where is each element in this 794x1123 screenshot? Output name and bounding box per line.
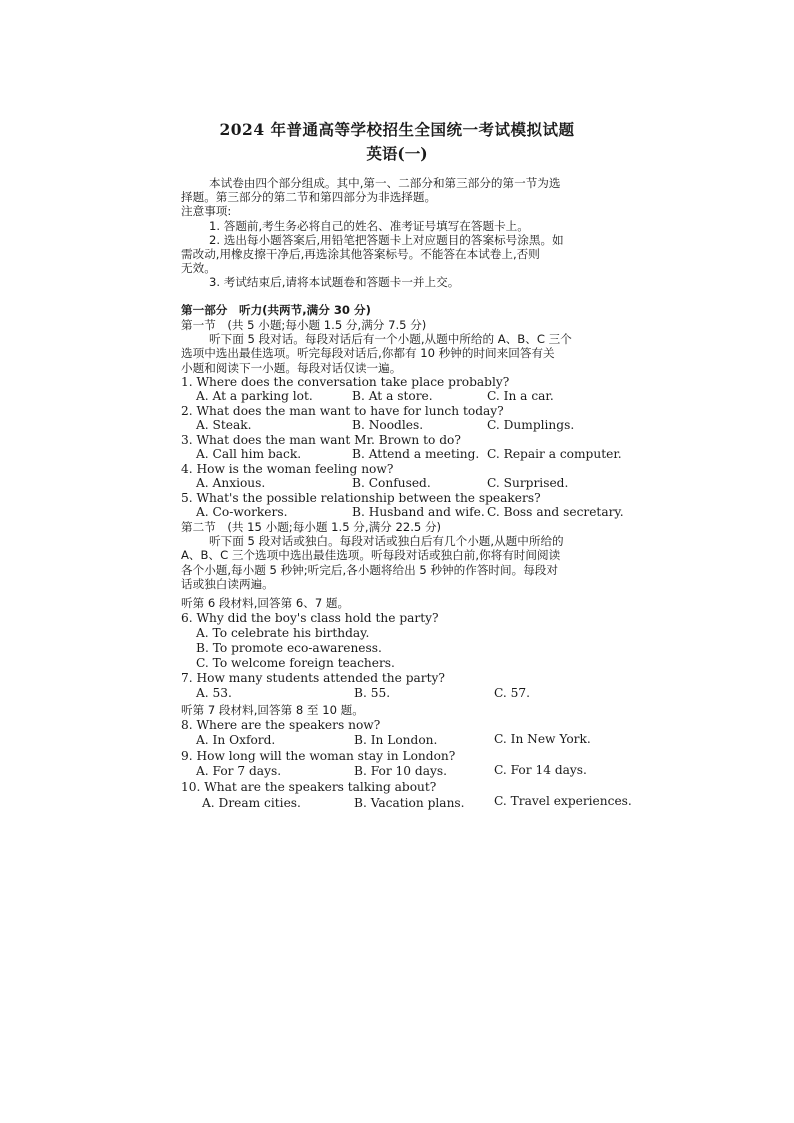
question-8-option-a: A. In Oxford. bbox=[196, 733, 276, 747]
note-2-line-3: 无效。 bbox=[181, 261, 216, 275]
question-2-option-a: A. Steak. bbox=[196, 418, 252, 432]
question-6-option-b: B. To promote eco-awareness. bbox=[196, 641, 382, 655]
question-4-stem: 4. How is the woman feeling now? bbox=[181, 462, 394, 476]
section1-directions-1: 听下面 5 段对话。每段对话后有一个小题,从题中所给的 A、B、C 三个 bbox=[209, 332, 572, 346]
question-7-option-c: C. 57. bbox=[494, 686, 531, 700]
question-7-stem: 7. How many students attended the party? bbox=[181, 671, 445, 685]
question-2-option-c: C. Dumplings. bbox=[487, 418, 575, 432]
material-6-instruction: 听第 6 段材料,回答第 6、7 题。 bbox=[181, 596, 350, 610]
part1-heading: 第一部分 听力(共两节,满分 30 分) bbox=[181, 303, 371, 317]
question-1-stem: 1. Where does the conversation take place probably? bbox=[181, 375, 510, 389]
section2-directions-3: 各个小题,每小题 5 秒钟;听完后,各小题将给出 5 秒钟的作答时间。每段对 bbox=[181, 563, 558, 577]
section1-directions-3: 小题和阅读下一小题。每段对话仅读一遍。 bbox=[181, 361, 402, 375]
question-8-option-c: C. In New York. bbox=[494, 732, 591, 746]
intro-line-2: 择题。第三部分的第二节和第四部分为非选择题。 bbox=[181, 190, 437, 204]
note-2-line-2: 需改动,用橡皮擦干净后,再选涂其他答案标号。不能答在本试卷上,否则 bbox=[181, 247, 540, 261]
question-3-option-a: A. Call him back. bbox=[196, 447, 302, 461]
question-7-option-b: B. 55. bbox=[354, 686, 391, 700]
question-10-option-a: A. Dream cities. bbox=[202, 796, 301, 810]
section1-directions-2: 选项中选出最佳选项。听完每段对话后,你都有 10 秒钟的时间来回答有关 bbox=[181, 346, 555, 360]
exam-subtitle: 英语(一) bbox=[366, 144, 428, 163]
question-6-option-c: C. To welcome foreign teachers. bbox=[196, 656, 395, 670]
section2-directions-1: 听下面 5 段对话或独白。每段对话或独白后有几个小题,从题中所给的 bbox=[209, 534, 564, 548]
question-1-option-b: B. At a store. bbox=[352, 389, 433, 403]
question-5-option-b: B. Husband and wife. bbox=[352, 505, 485, 519]
question-10-option-b: B. Vacation plans. bbox=[354, 796, 465, 810]
question-9-option-c: C. For 14 days. bbox=[494, 763, 587, 777]
question-7-option-a: A. 53. bbox=[196, 686, 232, 700]
question-3-option-c: C. Repair a computer. bbox=[487, 447, 622, 461]
question-8-stem: 8. Where are the speakers now? bbox=[181, 718, 381, 732]
note-2-line-1: 2. 选出每小题答案后,用铅笔把答题卡上对应题目的答案标号涂黑。如 bbox=[209, 233, 564, 247]
section2-heading: 第二节 (共 15 小题;每小题 1.5 分,满分 22.5 分) bbox=[181, 520, 442, 534]
question-3-stem: 3. What does the man want Mr. Brown to do? bbox=[181, 433, 461, 447]
note-3: 3. 考试结束后,请将本试题卷和答题卡一并上交。 bbox=[209, 275, 460, 289]
question-3-option-b: B. Attend a meeting. bbox=[352, 447, 480, 461]
question-9-stem: 9. How long will the woman stay in London? bbox=[181, 749, 456, 763]
question-9-option-b: B. For 10 days. bbox=[354, 764, 447, 778]
question-2-stem: 2. What does the man want to have for lunch today? bbox=[181, 404, 504, 418]
section1-heading: 第一节 (共 5 小题;每小题 1.5 分,满分 7.5 分) bbox=[181, 318, 427, 332]
intro-line-1: 本试卷由四个部分组成。其中,第一、二部分和第三部分的第一节为选 bbox=[209, 176, 561, 190]
question-2-option-b: B. Noodles. bbox=[352, 418, 424, 432]
exam-title: 2024 年普通高等学校招生全国统一考试模拟试题 bbox=[219, 120, 575, 139]
section2-directions-2: A、B、C 三个选项中选出最佳选项。听每段对话或独白前,你将有时间阅读 bbox=[181, 548, 561, 562]
question-8-option-b: B. In London. bbox=[354, 733, 438, 747]
question-5-option-c: C. Boss and secretary. bbox=[487, 505, 624, 519]
question-1-option-c: C. In a car. bbox=[487, 389, 554, 403]
question-4-option-b: B. Confused. bbox=[352, 476, 431, 490]
question-9-option-a: A. For 7 days. bbox=[196, 764, 282, 778]
question-1-option-a: A. At a parking lot. bbox=[196, 389, 313, 403]
material-7-instruction: 听第 7 段材料,回答第 8 至 10 题。 bbox=[181, 703, 364, 717]
question-5-option-a: A. Co-workers. bbox=[196, 505, 288, 519]
question-6-option-a: A. To celebrate his birthday. bbox=[196, 626, 370, 640]
note-1: 1. 答题前,考生务必将自己的姓名、准考证号填写在答题卡上。 bbox=[209, 219, 529, 233]
section2-directions-4: 话或独白读两遍。 bbox=[181, 577, 274, 591]
question-4-option-c: C. Surprised. bbox=[487, 476, 569, 490]
question-10-option-c: C. Travel experiences. bbox=[494, 794, 632, 808]
question-10-stem: 10. What are the speakers talking about? bbox=[181, 780, 437, 794]
notice-heading: 注意事项: bbox=[181, 204, 232, 218]
question-5-stem: 5. What's the possible relationship between the speakers? bbox=[181, 491, 541, 505]
question-4-option-a: A. Anxious. bbox=[196, 476, 266, 490]
question-6-stem: 6. Why did the boy's class hold the party? bbox=[181, 611, 439, 625]
